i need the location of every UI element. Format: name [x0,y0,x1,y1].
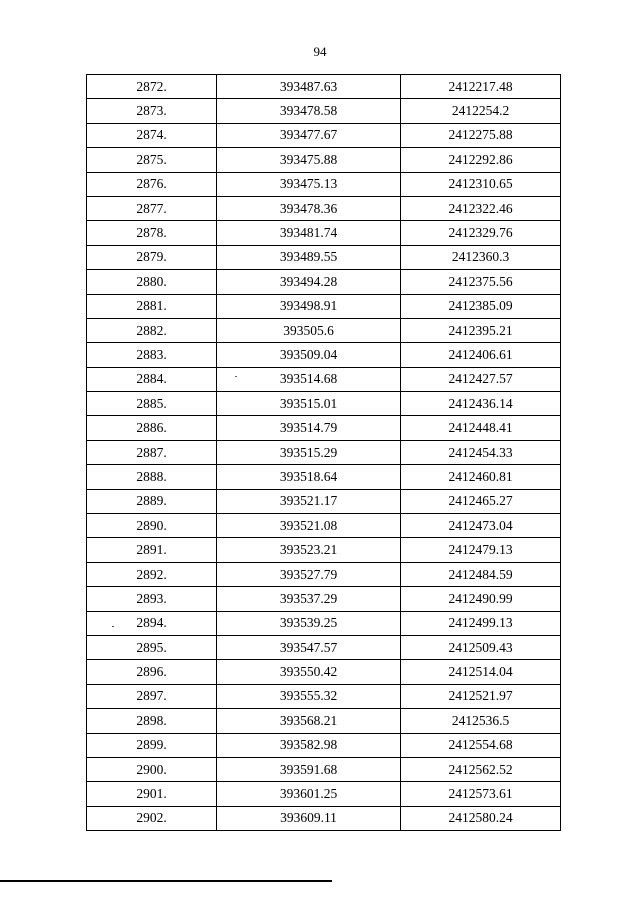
table-row [87,172,561,196]
table-row [87,635,561,659]
table-row [87,294,561,318]
y-coordinate-cell: 2412395.21 [401,318,561,342]
point-number-cell: 2891. [87,538,217,562]
table-row [87,489,561,513]
point-number-cell: 2894. [87,611,217,635]
point-number-cell: 2884. [87,367,217,391]
table-row [87,148,561,172]
x-coordinate-cell: 393478.36 [217,196,401,220]
y-coordinate-cell: 2412554.68 [401,733,561,757]
x-coordinate-cell: 393478.58 [217,99,401,123]
y-coordinate-cell: 2412322.46 [401,196,561,220]
point-number-cell: 2883. [87,343,217,367]
x-coordinate-cell: 393489.55 [217,245,401,269]
x-coordinate-cell: 393514.79 [217,416,401,440]
point-number-cell: 2896. [87,660,217,684]
point-number-cell: 2889. [87,489,217,513]
point-number-cell: 2880. [87,270,217,294]
x-coordinate-cell: 393475.88 [217,148,401,172]
table-row [87,782,561,806]
point-number-cell: 2886. [87,416,217,440]
y-coordinate-cell: 2412562.52 [401,757,561,781]
y-coordinate-cell: 2412406.61 [401,343,561,367]
x-coordinate-cell: 393481.74 [217,221,401,245]
y-coordinate-cell: 2412436.14 [401,392,561,416]
point-number-cell: 2888. [87,465,217,489]
y-coordinate-cell: 2412385.09 [401,294,561,318]
table-row [87,806,561,830]
table-row [87,440,561,464]
table-row [87,99,561,123]
x-coordinate-cell: 393582.98 [217,733,401,757]
table-row [87,392,561,416]
x-coordinate-cell: 393475.13 [217,172,401,196]
table-row [87,75,561,99]
point-number-cell: 2874. [87,123,217,147]
point-number-cell: 2893. [87,587,217,611]
point-number-cell: 2899. [87,733,217,757]
table-row [87,318,561,342]
table-row [87,587,561,611]
y-coordinate-cell: 2412292.86 [401,148,561,172]
point-number-cell: 2892. [87,562,217,586]
table-row [87,343,561,367]
y-coordinate-cell: 2412484.59 [401,562,561,586]
point-number-cell: 2882. [87,318,217,342]
y-coordinate-cell: 2412521.97 [401,684,561,708]
point-number-cell: 2881. [87,294,217,318]
table-row [87,562,561,586]
table-row [87,514,561,538]
y-coordinate-cell: 2412479.13 [401,538,561,562]
x-coordinate-cell: 393498.91 [217,294,401,318]
x-coordinate-cell: 393550.42 [217,660,401,684]
y-coordinate-cell: 2412275.88 [401,123,561,147]
x-coordinate-cell: 393494.28 [217,270,401,294]
x-coordinate-cell: 393523.21 [217,538,401,562]
y-coordinate-cell: 2412448.41 [401,416,561,440]
point-number-cell: 2895. [87,635,217,659]
y-coordinate-cell: 2412454.33 [401,440,561,464]
point-number-cell: 2898. [87,709,217,733]
x-coordinate-cell: 393509.04 [217,343,401,367]
x-coordinate-cell: 393515.29 [217,440,401,464]
y-coordinate-cell: 2412375.56 [401,270,561,294]
point-number-cell: 2887. [87,440,217,464]
point-number-cell: 2900. [87,757,217,781]
y-coordinate-cell: 2412460.81 [401,465,561,489]
x-coordinate-cell: 393514.68 [217,367,401,391]
y-coordinate-cell: 2412580.24 [401,806,561,830]
y-coordinate-cell: 2412536.5 [401,709,561,733]
x-coordinate-cell: 393609.11 [217,806,401,830]
table-row [87,465,561,489]
y-coordinate-cell: 2412490.99 [401,587,561,611]
y-coordinate-cell: 2412329.76 [401,221,561,245]
table-row [87,367,561,391]
y-coordinate-cell: 2412310.65 [401,172,561,196]
x-coordinate-cell: 393515.01 [217,392,401,416]
coordinates-table [86,74,561,831]
x-coordinate-cell: 393477.67 [217,123,401,147]
point-number-cell: 2873. [87,99,217,123]
x-coordinate-cell: 393487.63 [217,75,401,99]
y-coordinate-cell: 2412514.04 [401,660,561,684]
point-number-cell: 2872. [87,75,217,99]
point-number-cell: 2877. [87,196,217,220]
table-row [87,221,561,245]
table-row [87,660,561,684]
x-coordinate-cell: 393537.29 [217,587,401,611]
table-row [87,611,561,635]
x-coordinate-cell: 393568.21 [217,709,401,733]
point-number-cell: 2902. [87,806,217,830]
y-coordinate-cell: 2412499.13 [401,611,561,635]
x-coordinate-cell: 393591.68 [217,757,401,781]
y-coordinate-cell: 2412217.48 [401,75,561,99]
page-number: 94 [313,44,327,59]
scan-speck [235,376,237,377]
point-number-cell: 2885. [87,392,217,416]
table-row [87,123,561,147]
x-coordinate-cell: 393539.25 [217,611,401,635]
y-coordinate-cell: 2412427.57 [401,367,561,391]
table-row [87,684,561,708]
x-coordinate-cell: 393601.25 [217,782,401,806]
x-coordinate-cell: 393547.57 [217,635,401,659]
point-number-cell: 2878. [87,221,217,245]
y-coordinate-cell: 2412254.2 [401,99,561,123]
point-number-cell: 2875. [87,148,217,172]
y-coordinate-cell: 2412360.3 [401,245,561,269]
x-coordinate-cell: 393521.17 [217,489,401,513]
y-coordinate-cell: 2412509.43 [401,635,561,659]
table-row [87,757,561,781]
x-coordinate-cell: 393527.79 [217,562,401,586]
point-number-cell: 2897. [87,684,217,708]
table-row [87,733,561,757]
scan-speck [112,626,114,627]
coordinates-table-body [87,75,561,831]
table-row [87,270,561,294]
y-coordinate-cell: 2412573.61 [401,782,561,806]
point-number-cell: 2890. [87,514,217,538]
y-coordinate-cell: 2412473.04 [401,514,561,538]
x-coordinate-cell: 393505.6 [217,318,401,342]
point-number-cell: 2879. [87,245,217,269]
y-coordinate-cell: 2412465.27 [401,489,561,513]
table-row [87,196,561,220]
point-number-cell: 2901. [87,782,217,806]
bottom-rule [0,880,332,882]
x-coordinate-cell: 393518.64 [217,465,401,489]
point-number-cell: 2876. [87,172,217,196]
table-row [87,245,561,269]
table-row [87,709,561,733]
table-row [87,538,561,562]
x-coordinate-cell: 393555.32 [217,684,401,708]
x-coordinate-cell: 393521.08 [217,514,401,538]
table-row [87,416,561,440]
